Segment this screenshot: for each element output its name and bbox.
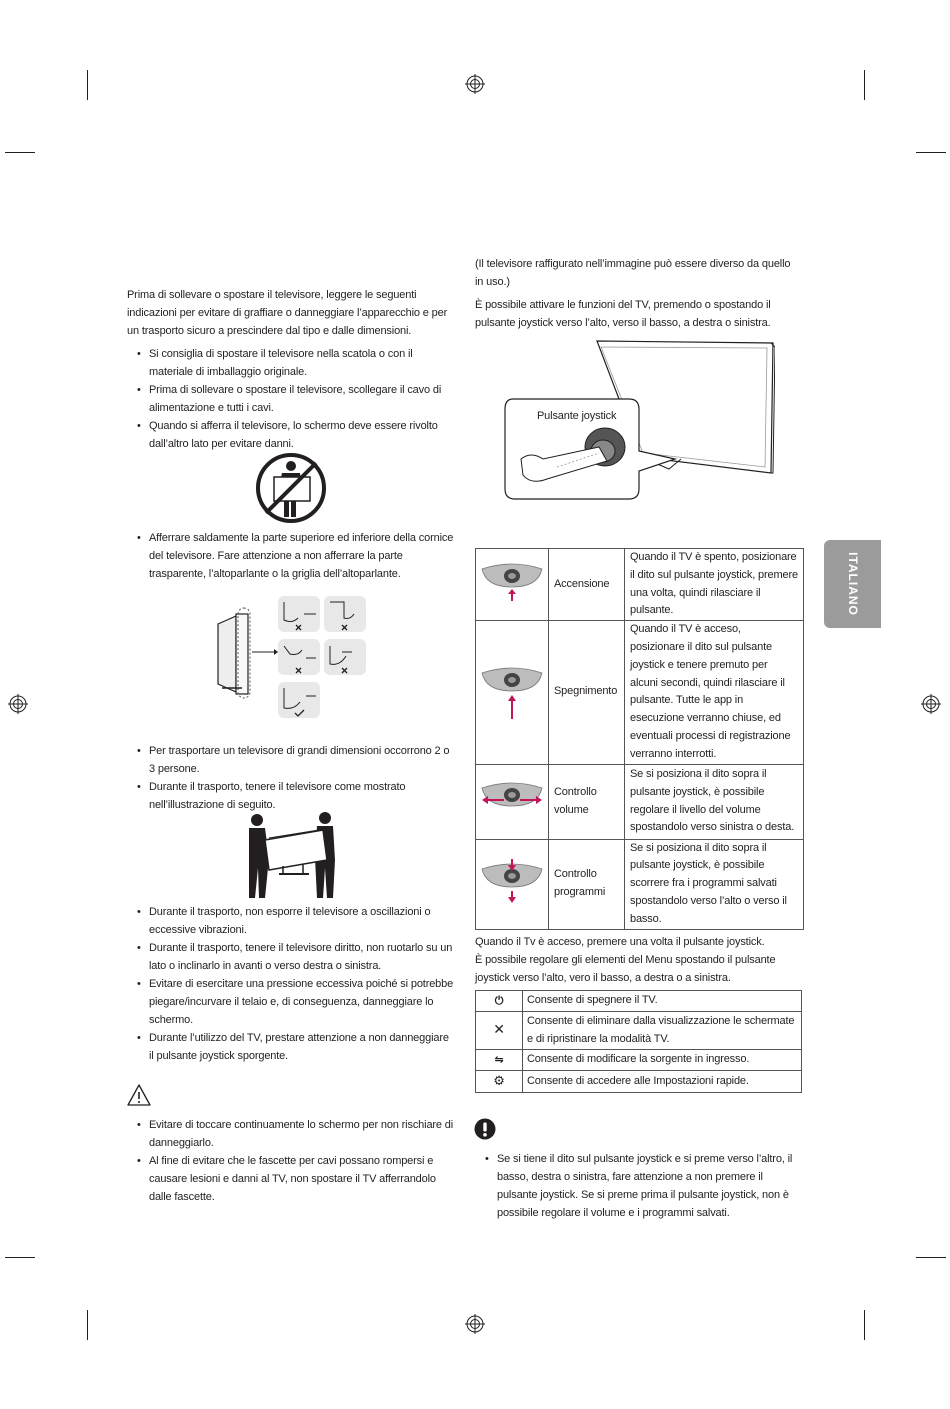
bullet-list (128, 1116, 458, 1206)
bullet-list (128, 903, 454, 1065)
close-icon: ✕ (476, 1012, 523, 1050)
bullet-item: • Durante il trasporto, tenere il televisore diritto, non ruotarlo su un lato o inclinarlo in avanti o verso destra o sinistra. (128, 939, 454, 975)
power-icon: ⏻ (476, 991, 523, 1012)
joystick-functions-table (475, 548, 804, 930)
bullet-item: • Per trasportare un televisore di grandi dimensioni occorrono 2 o 3 persone. (128, 742, 454, 778)
joystick-hold-icon (476, 649, 548, 729)
table-cell-icon (476, 621, 549, 764)
bullet-item: • Quando si afferra il televisore, lo schermo deve essere rivolto dall’altro lato per evitare danni. (128, 417, 454, 453)
bullet-item: • Si consiglia di spostare il televisore nella scatola o con il materiale di imballaggio originale. (128, 345, 454, 381)
table-row (476, 549, 804, 621)
bullet-item: • Se si tiene il dito sul pulsante joystick e si preme verso l’altro, il basso, destra o sinistra, fare attenzione a non premere il pulsante joystick. Se si preme prima il pulsante joystick, non è possibile regolare il volume e i programmi salvati. (476, 1150, 798, 1222)
menu-intro-paragraph: È possibile regolare gli elementi del Menu spostando il pulsante joystick verso l’alto, vero il basso, a destra o a sinistra. (475, 954, 776, 984)
joystick-intro-paragraph: È possibile attivare le funzioni del TV, premendo o spostando il pulsante joystick verso l’alto, verso il basso, a destra o sinistra. (475, 299, 771, 329)
crop-mark (864, 1310, 865, 1340)
bullet-list (128, 742, 454, 814)
table-row (476, 1012, 802, 1050)
note-exclamation-icon (474, 1118, 496, 1140)
table-cell-icon (476, 839, 549, 929)
table-cell-icon (476, 764, 549, 839)
bullet-item: • Durante il trasporto, tenere il televisore come mostrato nell’illustrazione di seguito. (128, 778, 454, 814)
table-row (476, 991, 802, 1012)
crop-mark (5, 152, 35, 153)
menu-intro-line: Quando il Tv è acceso, premere una volta il pulsante joystick. (475, 936, 765, 948)
bullet-list (128, 529, 454, 583)
bullet-item: • Prima di sollevare o spostare il televisore, scollegare il cavo di alimentazione e tutti i cavi. (128, 381, 454, 417)
crop-mark (5, 1257, 35, 1258)
function-description: Se si posiziona il dito sopra il pulsante joystick, è possibile scorrere fra i programmi salvati spostandolo verso l’alto o verso il basso. (625, 839, 804, 929)
settings-gear-icon: ⚙ (476, 1071, 523, 1093)
no-carry-facing-illustration (254, 451, 328, 525)
joystick-label: Pulsante joystick (537, 410, 617, 422)
bullet-item: • Durante l’utilizzo del TV, prestare attenzione a non danneggiare il pulsante joystick sporgente. (128, 1029, 454, 1065)
function-name: Controllo volume (549, 764, 625, 839)
bullet-item: • Afferrare saldamente la parte superiore ed inferiore della cornice del televisore. Fare attenzione a non afferrare la parte trasparente, l’altoparlante o la griglia dell’altoparlante. (128, 529, 454, 583)
bullet-list (128, 345, 454, 453)
joystick-press-icon (476, 553, 548, 609)
registration-mark-icon (465, 1314, 485, 1334)
warning-triangle-icon (126, 1083, 152, 1107)
function-description: Quando il TV è spento, posizionare il dito sul pulsante joystick, premere una volta, quindi rilasciare il pulsante. (625, 549, 804, 621)
crop-mark (916, 152, 946, 153)
menu-item-description: Consente di accedere alle Impostazioni rapide. (523, 1071, 802, 1093)
crop-mark (864, 70, 865, 100)
crop-mark (916, 1257, 946, 1258)
bullet-item: • Durante il trasporto, non esporre il televisore a oscillazioni o eccessive vibrazioni. (128, 903, 454, 939)
registration-mark-icon (8, 694, 28, 714)
menu-item-description: Consente di modificare la sorgente in ingresso. (523, 1050, 802, 1071)
joystick-up-down-icon (476, 853, 548, 909)
grip-frame-illustration (212, 592, 370, 722)
bullet-item: • Evitare di toccare continuamente lo schermo per non rischiare di danneggiarlo. (128, 1116, 458, 1152)
function-name: Spegnimento (549, 621, 625, 764)
menu-item-description: Consente di eliminare dalla visualizzazione le schermate e di ripristinare la modalità TV. (523, 1012, 802, 1050)
language-tab (824, 540, 881, 628)
menu-item-description: Consente di spegnere il TV. (523, 991, 802, 1012)
bullet-item: • Evitare di esercitare una pressione eccessiva poiché si potrebbe piegare/incurvare il telaio e, di conseguenza, danneggiare lo schermo. (128, 975, 454, 1029)
table-row (476, 839, 804, 929)
function-name: Controllo programmi (549, 839, 625, 929)
image-caption: (Il televisore raffigurato nell’immagine può essere diverso da quello in uso.) (475, 258, 791, 288)
joystick-left-right-icon (476, 770, 548, 826)
table-cell-icon (476, 549, 549, 621)
function-description: Se si posiziona il dito sopra il pulsante joystick, è possibile regolare il livello del volume spostandolo verso sinistra o desta. (625, 764, 804, 839)
table-row (476, 764, 804, 839)
bullet-item: • Al fine di evitare che le fascette per cavi possano rompersi e causare lesioni e danni al TV, non spostare il TV afferrandolo dalle fascette. (128, 1152, 458, 1206)
crop-mark (87, 70, 88, 100)
table-row (476, 621, 804, 764)
intro-paragraph: Prima di sollevare o spostare il televisore, leggere le seguenti indicazioni per evitare di graffiare o danneggiare l’apparecchio e per un trasporto sicuro a prescindere dal tipo e dalle dimensioni. (127, 289, 448, 337)
two-person-carry-illustration (243, 810, 339, 900)
note-bullet-list (476, 1150, 798, 1222)
registration-mark-icon (465, 74, 485, 94)
function-description: Quando il TV è acceso, posizionare il dito sul pulsante joystick e tenere premuto per alcuni secondi, quindi rilasciare il pulsante. Tutte le app in esecuzione verranno chiuse, ed eventuali processi di registrazione verranno interrotti. (625, 621, 804, 764)
table-row (476, 1050, 802, 1071)
language-tab-label: ITALIANO (845, 552, 860, 616)
crop-mark (87, 1310, 88, 1340)
table-row (476, 1071, 802, 1093)
registration-mark-icon (921, 694, 941, 714)
input-source-icon: ⇋ (476, 1050, 523, 1071)
menu-items-table (475, 990, 802, 1093)
function-name: Accensione (549, 549, 625, 621)
